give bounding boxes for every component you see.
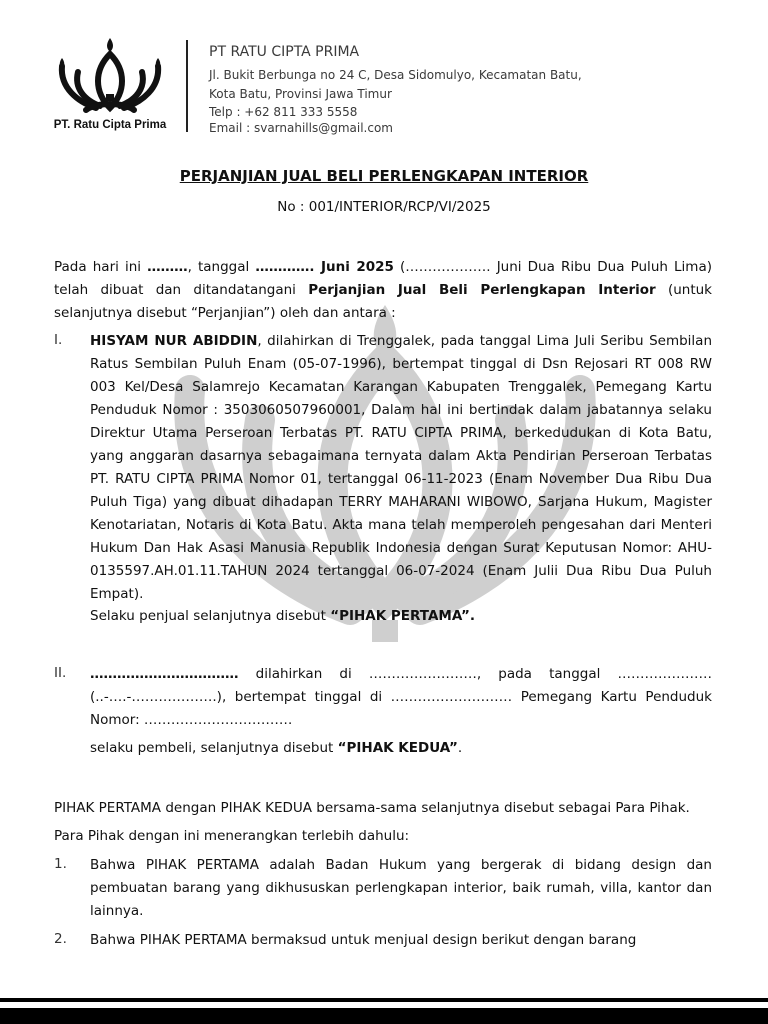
opening-text-3: (………………. Juni Dua Ribu Dua Puluh Lima) telah dibuat dan ditandatangani: [54, 259, 712, 298]
company-address-line2: Kota Batu, Provinsi Jawa Timur: [209, 87, 392, 101]
document-number: No : 001/INTERIOR/RCP/VI/2025: [277, 199, 491, 215]
party1-marker: I.: [54, 332, 63, 348]
party1-name: HISYAM NUR ABIDDIN: [90, 333, 258, 349]
lotus-crown-icon: [56, 36, 164, 118]
company-address-line1: Jl. Bukit Berbunga no 24 C, Desa Sidomulyo, Kecamatan Batu,: [209, 68, 582, 82]
footer-rule-thick: [0, 1008, 768, 1024]
party1-details: , dilahirkan di Trenggalek, pada tanggal Lima Juli Seribu Sembilan Ratus Sembilan Puluh Enam (05-07-1996), bertempat tinggal di Dsn Rejosari RT 008 RW 003 Kel/Desa Salamrejo Kecamatan Karangan Kabupaten Trenggalek, Pemegang Kartu Penduduk Nomor : 3503060507960001, Dalam hal ini bertindak dalam jabatannya selaku Direktur Utama Perseroan Terbatas PT. RATU CIPTA PRIMA, berkedudukan di Kota Batu, yang anggaran dasarnya sebagaimana ternyata dalam Akta Pendirian Perseroan Terbatas PT. RATU CIPTA PRIMA Nomor 01, tertanggal 06-11-2023 (Enam November Dua Ribu Dua Puluh Tiga) yang dibuat dihadapan TERRY MAHARANI WIBOWO, Sarjana Hukum, Magister Kenotariatan, Notaris di Kota Batu. Akta mana telah memperoleh pengesahan dari Menteri Hukum Dan Hak Asasi Manusia Republik Indonesia dengan Surat Keputusan Nomor: AHU-0135597.AH.01.11.TAHUN 2024 tertanggal 06-07-2024 (Enam Julii Dua Ribu Dua Puluh Empat).: [90, 333, 712, 602]
parties-together-paragraph: PIHAK PERTAMA dengan PIHAK KEDUA bersama-sama selanjutnya disebut sebagai Para Pihak.: [54, 800, 690, 816]
point-text: Bahwa PIHAK PERTAMA adalah Badan Hukum yang bergerak di bidang design dan pembuatan barang yang dikhususkan perlengkapan interior, baik rumah, villa, kantor dan lainnya.: [90, 857, 712, 919]
opening-text-2: , tanggal: [187, 259, 256, 275]
logo-caption: PT. Ratu Cipta Prima: [53, 119, 167, 131]
party2-marker: II.: [54, 665, 67, 681]
opening-agreement-name: Perjanjian Jual Beli Perlengkapan Interior: [308, 282, 656, 298]
explain-paragraph: Para Pihak dengan ini menerangkan terlebih dahulu:: [54, 828, 410, 844]
party2-role-name: “PIHAK KEDUA”: [337, 740, 458, 756]
opening-text-4: (untuk selanjutnya disebut “Perjanjian”) oleh dan antara :: [54, 282, 712, 321]
company-email: Email : svarnahills@gmail.com: [209, 121, 393, 135]
opening-date: …………. Juni 2025: [255, 259, 394, 275]
party2-role-text: selaku pembeli, selanjutnya disebut: [90, 740, 338, 756]
opening-day-blank: ………: [147, 259, 188, 275]
party1-description: [90, 330, 712, 606]
party2-role-end: .: [457, 740, 463, 756]
opening-text-1: Pada hari ini: [54, 259, 148, 275]
document-title: PERJANJIAN JUAL BELI PERLENGKAPAN INTERIOR: [179, 167, 589, 185]
point-marker: 2.: [54, 931, 67, 947]
party2-role: [90, 737, 712, 760]
party2-name: ……………………………: [90, 666, 239, 682]
company-logo: [40, 36, 180, 136]
party2-details: dilahirkan di ……………………, pada tanggal ………………… (..-….-……………….), bertempat tinggal di ……………………… Pemegang Kartu Penduduk Nomor: ……………………………: [90, 666, 712, 728]
party2-description: [90, 663, 712, 732]
point-text: Bahwa PIHAK PERTAMA bermaksud untuk menjual design berikut dengan barang: [90, 932, 637, 948]
party1-role-name: “PIHAK PERTAMA”.: [330, 608, 476, 624]
party1-role: [90, 605, 712, 628]
footer-rule-thin: [0, 998, 768, 1002]
party1-role-text: Selaku penjual selanjutnya disebut: [90, 608, 331, 624]
company-phone: Telp : +62 811 333 5558: [209, 105, 358, 119]
company-name: PT RATU CIPTA PRIMA: [209, 44, 360, 60]
point-marker: 1.: [54, 856, 67, 872]
header-divider: [186, 40, 188, 132]
company-info: [209, 44, 582, 136]
opening-paragraph: [54, 256, 712, 325]
